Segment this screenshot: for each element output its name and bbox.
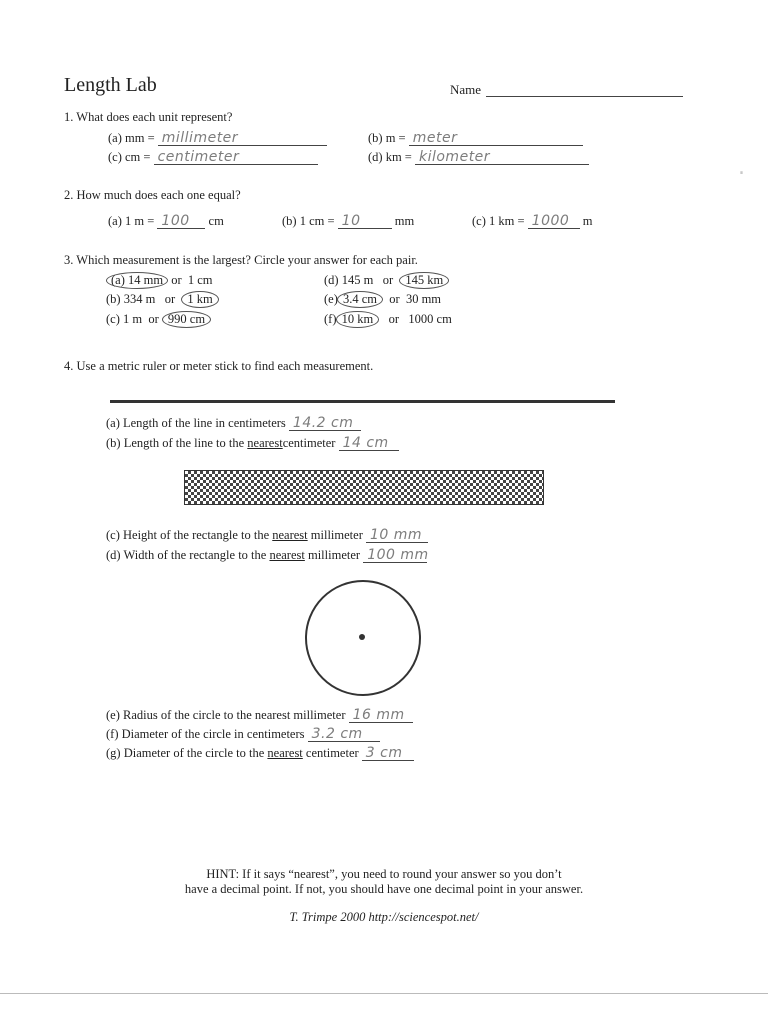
q3-c-circled-answer: 990 cm bbox=[162, 311, 211, 328]
q3-b-circled-answer: 1 km bbox=[181, 291, 218, 308]
hint-line-2: have a decimal point. If not, you should have one decimal point in your answer. bbox=[184, 882, 584, 896]
q4-g: (g) Diameter of the circle to the nearest centimeter 3 cm bbox=[106, 746, 414, 761]
q4-c: (c) Height of the rectangle to the nearest millimeter 10 mm bbox=[106, 528, 428, 543]
q1-c-answer[interactable]: centimeter bbox=[154, 150, 318, 165]
name-field[interactable] bbox=[486, 96, 683, 97]
page-title: Length Lab bbox=[64, 74, 157, 96]
q3-f[interactable]: (f) 10 km or 1000 cm bbox=[324, 312, 452, 326]
q1-a bbox=[108, 131, 327, 146]
q3-a-circled-answer: (a) 14 mm bbox=[106, 272, 168, 289]
q1-d bbox=[368, 150, 589, 165]
q4-prompt: 4. Use a metric ruler or meter stick to find each measurement. bbox=[64, 359, 374, 373]
q4-a: (a) Length of the line in centimeters 14.2 cm bbox=[106, 416, 361, 431]
q4-a-answer[interactable]: 14.2 cm bbox=[289, 416, 361, 431]
q2-b-answer[interactable]: 10 bbox=[338, 214, 392, 229]
q4-d: (d) Width of the rectangle to the nearest millimeter 100 mm bbox=[106, 547, 429, 563]
q1-c-label: (c) cm = bbox=[108, 150, 151, 164]
q3-e-circled-answer: 3.4 cm bbox=[337, 291, 383, 308]
q3-a[interactable]: (a) 14 mm or 1 cm bbox=[106, 272, 213, 289]
name-label: Name bbox=[450, 82, 482, 97]
hint-line-1: HINT: If it says “nearest”, you need to round your answer so you don’t bbox=[206, 867, 562, 881]
q3-c[interactable]: (c) 1 m or 990 cm bbox=[106, 311, 211, 328]
q4-b-answer[interactable]: 14 cm bbox=[339, 436, 399, 451]
credit-line: T. Trimpe 2000 http://sciencespot.net/ bbox=[289, 910, 479, 924]
q3-d-circled-answer: 145 km bbox=[399, 272, 449, 289]
q1-d-label: (d) km = bbox=[368, 150, 412, 164]
margin-pencil-mark: ‧ bbox=[738, 162, 745, 187]
q1-a-answer[interactable]: millimeter bbox=[158, 131, 327, 146]
q2-c: (c) 1 km = 1000 m bbox=[472, 213, 593, 229]
q3-d[interactable]: (d) 145 m or 145 km bbox=[324, 272, 449, 289]
q4-b: (b) Length of the line to the nearestcentimeter 14 cm bbox=[106, 436, 399, 451]
q4-f-answer[interactable]: 3.2 cm bbox=[308, 727, 380, 742]
q4-e: (e) Radius of the circle to the nearest millimeter 16 mm bbox=[106, 708, 413, 723]
q4-g-answer[interactable]: 3 cm bbox=[362, 746, 414, 761]
q3-e[interactable]: (e) 3.4 cm or 30 mm bbox=[324, 292, 442, 306]
q1-c bbox=[108, 150, 318, 165]
q1-b-answer[interactable]: meter bbox=[409, 131, 583, 146]
q4-c-answer[interactable]: 10 mm bbox=[366, 528, 428, 543]
q4-f: (f) Diameter of the circle in centimeters 3.2 cm bbox=[106, 727, 380, 742]
q2-c-answer[interactable]: 1000 bbox=[528, 214, 580, 229]
q2-b: (b) 1 cm = 10 mm bbox=[282, 213, 415, 229]
q1-prompt: 1. What does each unit represent? bbox=[64, 110, 233, 124]
q1-a-label: (a) mm = bbox=[108, 131, 155, 145]
q3-prompt: 3. Which measurement is the largest? Circle your answer for each pair. bbox=[64, 253, 418, 267]
page-bottom-edge bbox=[0, 993, 768, 994]
q2-a-answer[interactable]: 100 bbox=[157, 214, 205, 229]
q3-f-circled-answer: 10 km bbox=[336, 311, 380, 328]
circle-center-dot bbox=[359, 634, 365, 640]
q4-d-answer[interactable]: 100 mm bbox=[363, 548, 427, 563]
q2-prompt: 2. How much does each one equal? bbox=[64, 188, 241, 202]
q1-d-answer[interactable]: kilometer bbox=[415, 150, 589, 165]
q2-a: (a) 1 m = 100 cm bbox=[108, 213, 224, 229]
measurement-line bbox=[110, 400, 615, 403]
measurement-rectangle bbox=[184, 470, 544, 505]
q1-b bbox=[368, 131, 583, 146]
q3-b[interactable]: (b) 334 m or 1 km bbox=[106, 291, 219, 308]
q1-b-label: (b) m = bbox=[368, 131, 406, 145]
q4-e-answer[interactable]: 16 mm bbox=[349, 708, 413, 723]
